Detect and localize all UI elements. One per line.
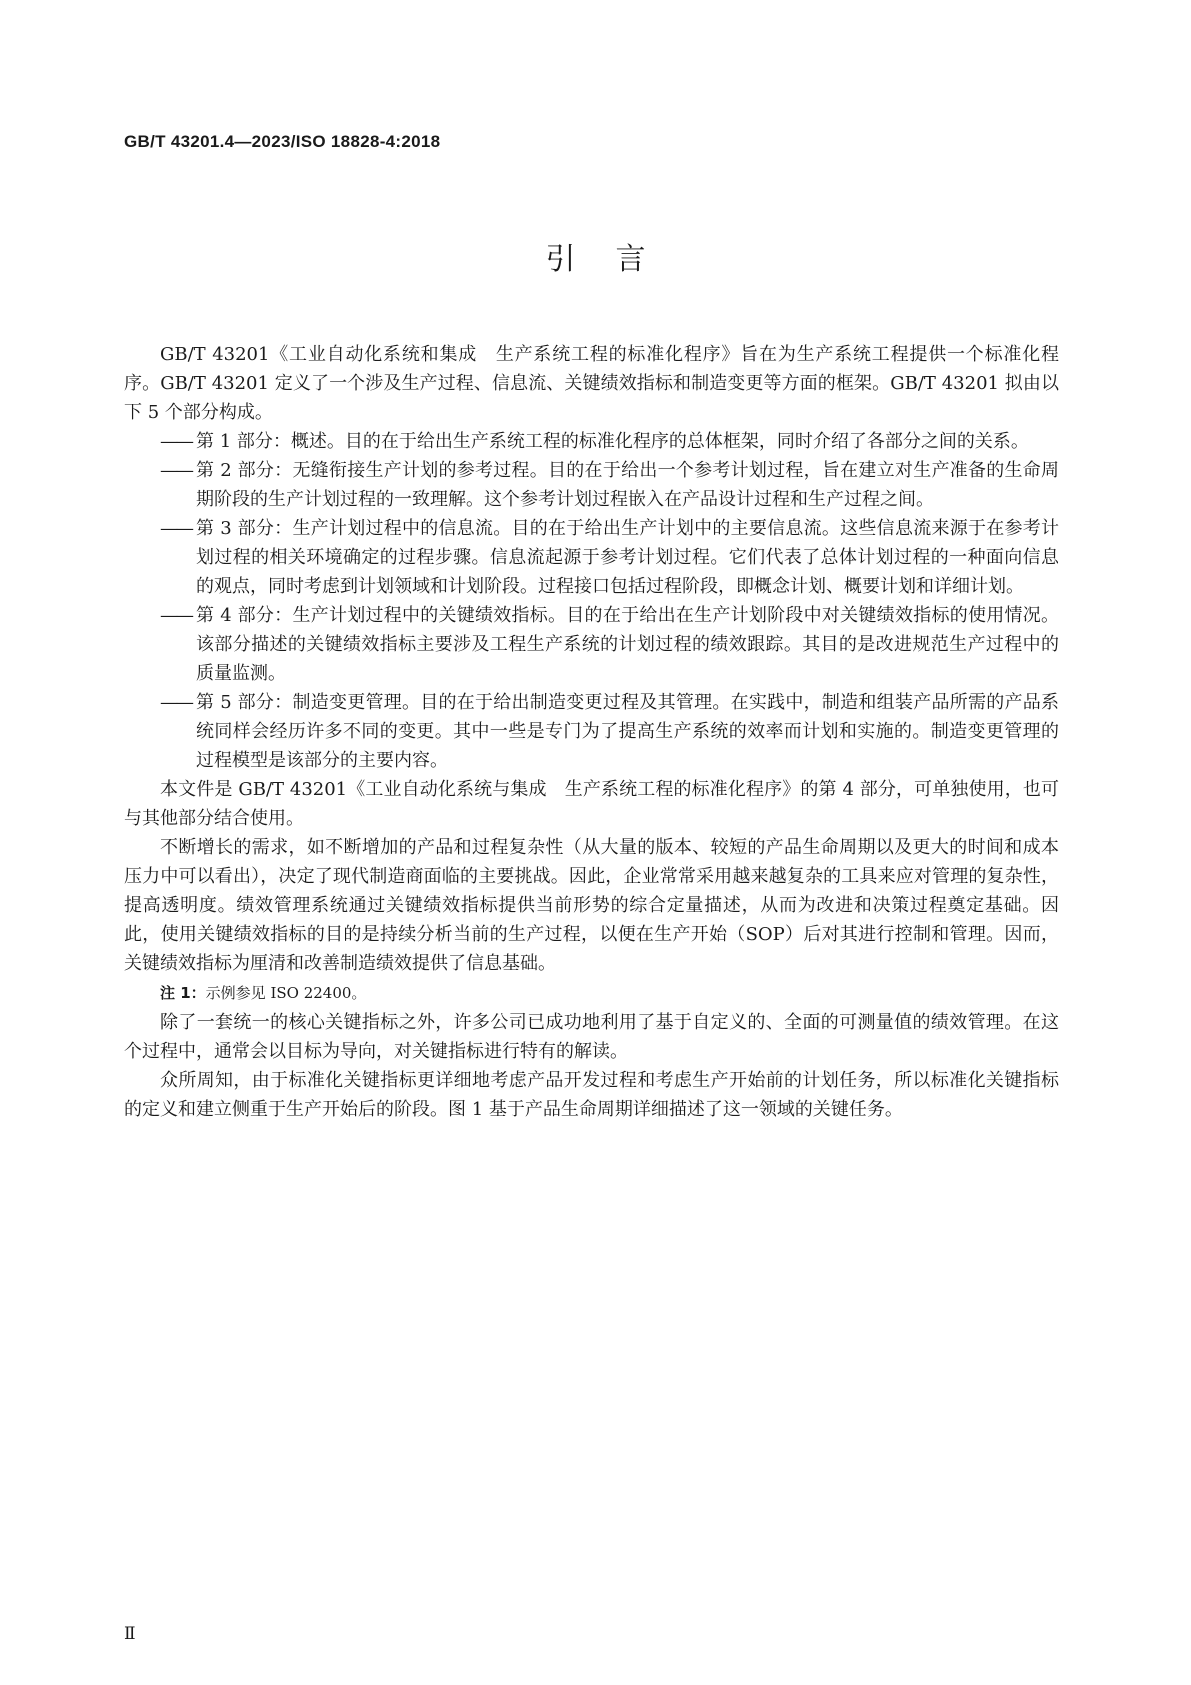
paragraph-performance-management: 除了一套统一的核心关键指标之外，许多公司已成功地利用了基于自定义的、全面的可测量值的绩效管理。在这个过程中，通常会以目标为导向，对关键指标进行特有的解读。 <box>124 1012 1059 1062</box>
part-item-text: 第 1 部分：概述。目的在于给出生产系统工程的标准化程序的总体框架，同时介绍了各部分之间的关系。 <box>196 431 1029 452</box>
list-dash: —— <box>160 460 192 481</box>
part-item-text: 第 3 部分：生产计划过程中的信息流。目的在于给出生产计划中的主要信息流。这些信息流来源于在参考计划过程的相关环境确定的过程步骤。信息流起源于参考计划过程。它们代表了总体计划过程的一种面向信息的观点，同时考虑到计划领域和计划阶段。过程接口包括过程阶段，即概念计划、概要计划和详细计划。 <box>196 518 1059 597</box>
page-number: Ⅱ <box>124 1624 136 1644</box>
intro-paragraph: GB/T 43201《工业自动化系统和集成 生产系统工程的标准化程序》旨在为生产系统工程提供一个标准化程序。GB/T 43201 定义了一个涉及生产过程、信息流、关键绩效指标和制造变更等方面的框架。GB/T 43201 拟由以下 5 个部分构成。 <box>124 344 1059 423</box>
section-title: 引言 <box>545 242 686 277</box>
paragraph-standardized-indicators: 众所周知，由于标准化关键指标更详细地考虑产品开发过程和考虑生产开始前的计划任务，所以标准化关键指标的定义和建立侧重于生产开始后的阶段。图 1 基于产品生命周期详细描述了这一领域的关键任务。 <box>124 1070 1059 1120</box>
part-list-item <box>124 514 1059 601</box>
note-text: 示例参见 ISO 22400。 <box>205 984 367 1002</box>
part-item-text: 第 5 部分：制造变更管理。目的在于给出制造变更过程及其管理。在实践中，制造和组装产品所需的产品系统同样会经历许多不同的变更。其中一些是专门为了提高生产系统的效率而计划和实施的。制造变更管理的过程模型是该部分的主要内容。 <box>196 692 1059 771</box>
note <box>124 980 1059 1006</box>
paragraph-scope: 本文件是 GB/T 43201《工业自动化系统与集成 生产系统工程的标准化程序》的第 4 部分，可单独使用，也可与其他部分结合使用。 <box>124 779 1059 829</box>
part-item-text: 第 2 部分：无缝衔接生产计划的参考过程。目的在于给出一个参考计划过程，旨在建立对生产准备的生命周期阶段的生产计划过程的一致理解。这个参考计划过程嵌入在产品设计过程和生产过程之间。 <box>196 460 1059 510</box>
part-list-item <box>124 456 1059 514</box>
note-label: 注 1： <box>160 984 206 1002</box>
list-dash: —— <box>160 431 192 452</box>
paragraph-challenges: 不断增长的需求，如不断增加的产品和过程复杂性（从大量的版本、较短的产品生命周期以及更大的时间和成本压力中可以看出），决定了现代制造商面临的主要挑战。因此，企业常常采用越来越复杂的工具来应对管理的复杂性，提高透明度。绩效管理系统通过关键绩效指标提供当前形势的综合定量描述，从而为改进和决策过程奠定基础。因此，使用关键绩效指标的目的是持续分析当前的生产过程，以便在生产开始（SOP）后对其进行控制和管理。因而，关键绩效指标为厘清和改善制造绩效提供了信息基础。 <box>124 837 1059 974</box>
body-content <box>124 340 1059 1124</box>
list-dash: —— <box>160 692 192 713</box>
document-header-id: GB/T 43201.4—2023/ISO 18828-4:2018 <box>124 132 441 151</box>
part-list-item <box>124 601 1059 688</box>
list-dash: —— <box>160 605 192 626</box>
part-list-item <box>124 688 1059 775</box>
part-list-item <box>124 427 1059 456</box>
list-dash: —— <box>160 518 192 539</box>
part-item-text: 第 4 部分：生产计划过程中的关键绩效指标。目的在于给出在生产计划阶段中对关键绩效指标的使用情况。该部分描述的关键绩效指标主要涉及工程生产系统的计划过程的绩效跟踪。其目的是改进规范生产过程中的质量监测。 <box>196 605 1059 684</box>
